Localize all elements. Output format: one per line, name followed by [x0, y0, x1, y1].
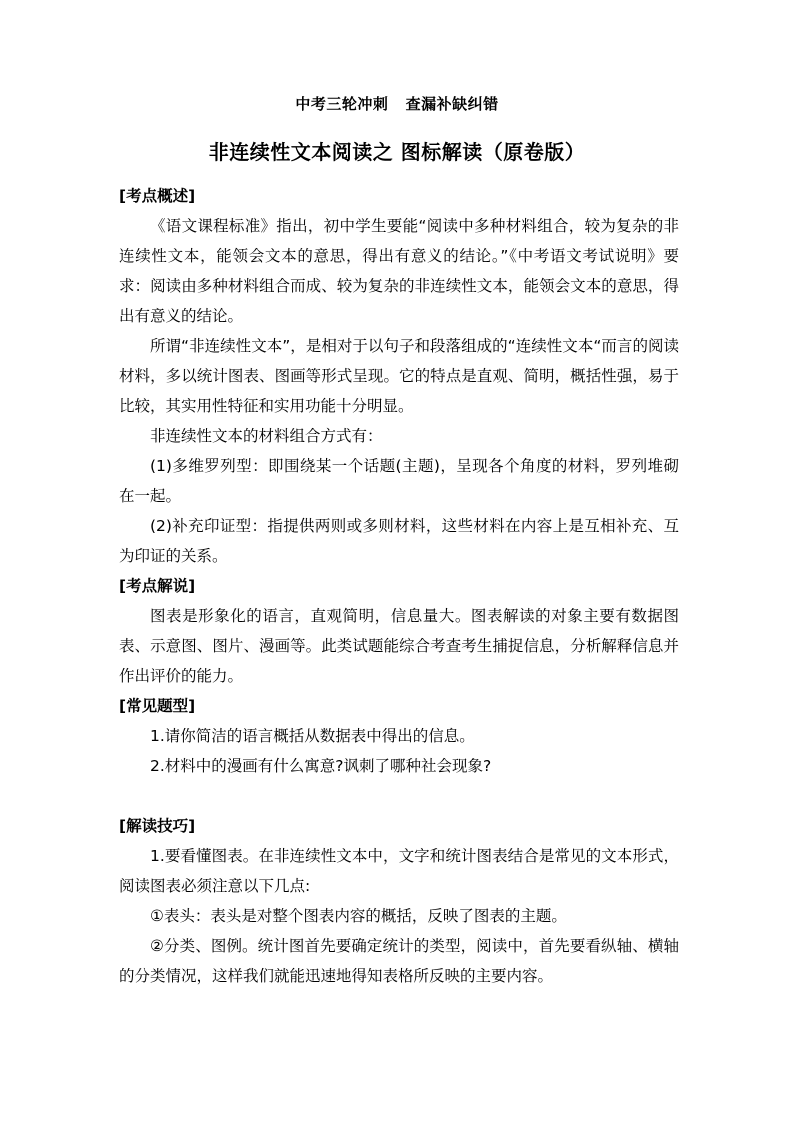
overview-paragraph-3: 非连续性文本的材料组合方式有： [150, 427, 383, 445]
section-heading-skills: [解读技巧] [119, 817, 196, 835]
overview-paragraph-5: (2)补充印证型：指提供两则或多则材料，这些材料在内容上是互相补充、互为印证的关系。 [119, 517, 679, 565]
skills-paragraph-2: ①表头：表头是对整个图表内容的概括，反映了图表的主题。 [150, 907, 567, 925]
section-heading-explanation: [考点解说] [119, 577, 196, 595]
explanation-paragraph-1: 图表是形象化的语言，直观简明，信息量大。图表解读的对象主要有数据图表、示意图、图片、漫画等。此类试题能综合考查考生捕捉信息，分析解释信息并作出评价的能力。 [119, 607, 679, 685]
overview-paragraph-2: 所谓“非连续性文本”，是相对于以句子和段落组成的“连续性文本“而言的阅读材料，多以统计图表、图画等形式呈现。它的特点是直观、简明，概括性强，易于比较，其实用性特征和实用功能十分明显。 [119, 337, 679, 415]
document-subtitle: 中考三轮冲刺 查漏补缺纠错 [295, 95, 499, 113]
overview-paragraph-1: 《语文课程标准》指出，初中学生要能“阅读中多种材料组合，较为复杂的非连续性文本，能领会文本的意思，得出有意义的结论。”《中考语文考试说明》要求：阅读由多种材料组合而成、较为复杂的非连续性文本，能领会文本的意思，得出有意义的结论。 [119, 217, 679, 325]
question-type-1: 1.请你简洁的语言概括从数据表中得出的信息。 [150, 727, 475, 745]
overview-paragraph-4: (1)多维罗列型：即围绕某一个话题(主题)，呈现各个角度的材料，罗列堆砌在一起。 [119, 457, 679, 505]
question-type-2: 2.材料中的漫画有什么寓意?讽刺了哪种社会现象? [150, 757, 492, 775]
section-heading-overview: [考点概述] [119, 187, 196, 205]
skills-paragraph-1: 1.要看懂图表。在非连续性文本中，文字和统计图表结合是常见的文本形式，阅读图表必须注意以下几点: [119, 847, 679, 895]
blank-line [119, 781, 679, 811]
document-title: 非连续性文本阅读之 图标解读（原卷版） [208, 140, 586, 164]
document-body [119, 181, 679, 991]
section-heading-question-types: [常见题型] [119, 697, 196, 715]
skills-paragraph-3: ②分类、图例。统计图首先要确定统计的类型，阅读中，首先要看纵轴、横轴的分类情况，这样我们就能迅速地得知表格所反映的主要内容。 [119, 937, 679, 985]
